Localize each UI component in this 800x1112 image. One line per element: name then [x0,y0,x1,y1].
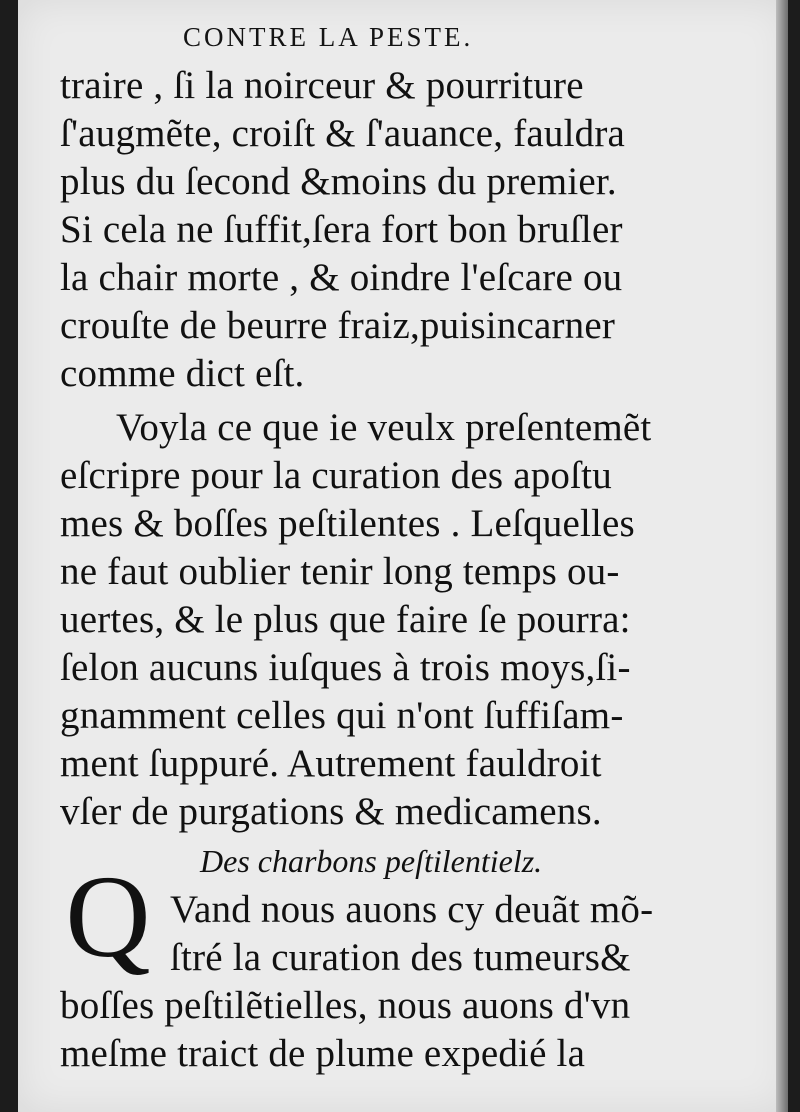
paragraph-2 [60,404,750,836]
text-line: eſcripre pour la curation des apoſtu [60,454,612,497]
text-line: Si cela ne ſuffit,ſera fort bon bruſler [60,208,623,251]
drop-initial: Q [65,851,151,982]
body-text [60,62,750,1078]
text-line: mes & boſſes peſtilentes . Leſquelles [60,502,635,545]
text-line: ſelon aucuns iuſques à trois moys,ſi- [60,646,631,689]
section-heading: Des charbons peſtilentielz. [200,843,543,879]
text-line: Vand nous auons cy deuãt mõ- [170,888,654,931]
book-page [18,0,788,1112]
page-edge [776,0,788,1112]
text-line: vſer de purgations & medicamens. [60,790,602,833]
paragraph-3 [60,886,750,1078]
text-line: plus du ſecond &moins du premier. [60,160,617,203]
paragraph-1 [60,62,750,398]
text-line: comme dict eſt. [60,352,305,395]
running-head: CONTRE LA PESTE. [183,22,474,52]
text-line: Voyla ce que ie veulx preſentemẽt [116,406,652,449]
text-line: traire , ſi la noirceur & pourriture [60,64,584,107]
text-line: boſſes peſtilẽtielles, nous auons d'vn [60,984,631,1027]
text-line: uertes, & le plus que faire ſe pourra: [60,598,631,641]
text-line: crouſte de beurre fraiz,puisincarner [60,304,616,347]
text-line: ne faut oublier tenir long temps ou- [60,550,620,593]
text-line: gnamment celles qui n'ont ſuffiſam- [60,694,624,737]
text-line: meſme traict de plume expedié la [60,1032,586,1075]
text-line: ment ſuppuré. Autrement fauldroit [60,742,602,785]
text-line: ſtré la curation des tumeurs& [170,936,631,979]
text-line: la chair morte , & oindre l'eſcare ou [60,256,623,299]
text-line: ſ'augmẽte, croiſt & ſ'auance, fauldra [60,112,626,155]
